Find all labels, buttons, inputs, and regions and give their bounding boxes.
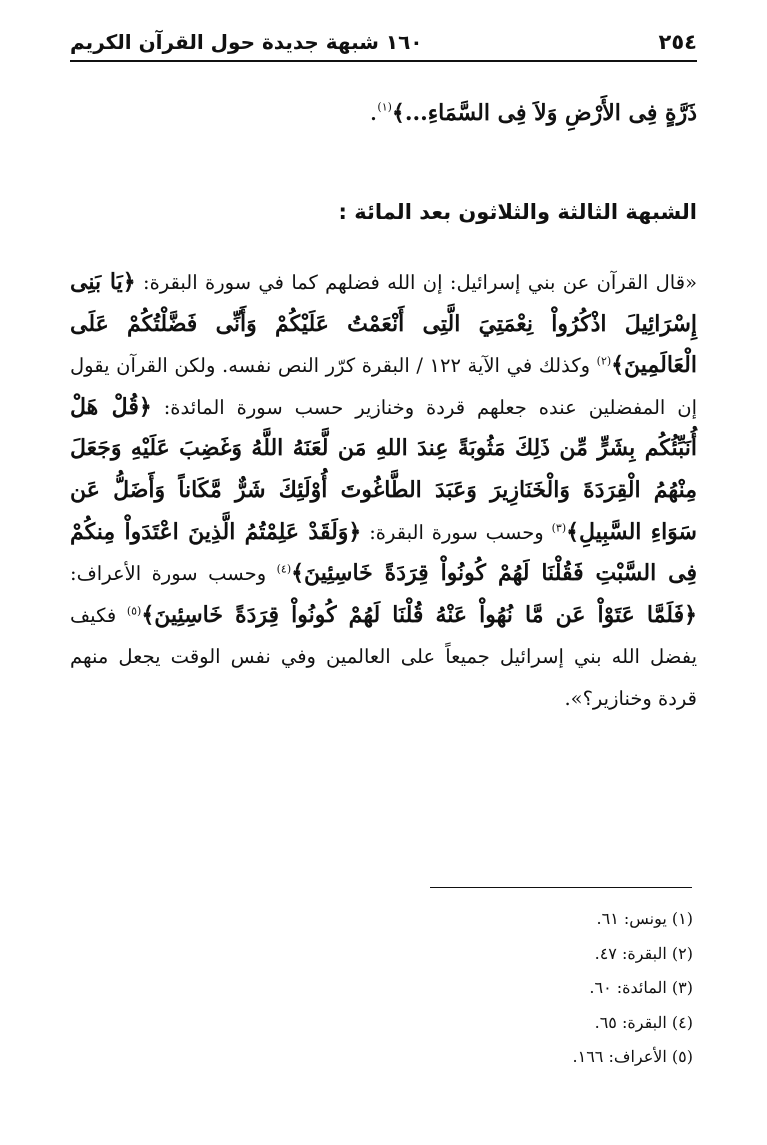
sentence-end: . bbox=[369, 97, 378, 126]
quran-verse: ﴿يَا بَنِى إِسْرَائِيلَ اذْكُرُواْ نِعْمَتِيَ الَّتِى أَنْعَمْتُ عَلَيْكُمْ وَأَنِّى فَضَّلْتُكُمْ عَلَى الْعَالَمِينَ﴾ bbox=[70, 269, 697, 379]
section-heading: الشبهة الثالثة والثلاثون بعد المائة : bbox=[338, 200, 697, 224]
quran-verse-fragment: ذَرَّةٍ فِى الأَرْضِ وَلاَ فِى السَّمَاءِ...﴾ bbox=[391, 100, 697, 126]
page-number: ٢٥٤ bbox=[658, 30, 697, 54]
footnote-item: (٢) البقرة: ٤٧. bbox=[594, 943, 693, 963]
main-paragraph bbox=[70, 262, 697, 720]
footnote-ref-5: (٥) bbox=[126, 604, 142, 618]
continued-verse-line bbox=[70, 92, 697, 133]
paragraph-text: وكذلك في الآية ١٢٢ / البقرة كرّر النص نفسه. ولكن القرآن يقول إن المفضلين عنده جعلهم قردة وخنازير حسب سورة المائدة: bbox=[70, 354, 697, 419]
footnote-item: (٤) البقرة: ٦٥. bbox=[594, 1012, 693, 1032]
paragraph-text: وحسب سورة الأعراف: bbox=[70, 562, 267, 586]
paragraph-text: «قال القرآن عن بني إسرائيل: إن الله فضلهم كما في سورة البقرة: bbox=[143, 271, 698, 294]
footnote-divider bbox=[430, 887, 692, 888]
paragraph-text: وحسب سورة البقرة: bbox=[369, 520, 544, 544]
paragraph-text: فكيف يفضل الله بني إسرائيل جميعاً على العالمين وفي نفس الوقت يجعل منهم قردة وخنازير؟». bbox=[70, 603, 697, 710]
footnote-item: (٣) المائدة: ٦٠. bbox=[589, 978, 693, 998]
book-title: ١٦٠ شبهة جديدة حول القرآن الكريم bbox=[70, 30, 423, 54]
footnote-ref-2: (٢) bbox=[596, 354, 612, 368]
footnote-ref-1: (١) bbox=[377, 100, 392, 114]
running-header bbox=[70, 26, 697, 62]
footnote-item: (١) يونس: ٦١. bbox=[596, 909, 693, 928]
quran-verse: ﴿فَلَمَّا عَتَوْاْ عَن مَّا نُهُواْ عَنْهُ قُلْنَا لَهُمْ كُونُواْ قِرَدَةً خَاسِئِينَ﴾ bbox=[141, 601, 697, 628]
footnote-item: (٥) الأعراف: ١٦٦. bbox=[572, 1047, 693, 1067]
quran-verse: ﴿قُلْ هَلْ أُنَبِّئُكُم بِشَرٍّ مِّن ذَلِكَ مَثُوبَةً عِندَ اللهِ مَن لَّعَنَهُ اللَّهُ وَغَضِبَ عَلَيْهِ وَجَعَلَ مِنْهُمُ الْقِرَدَةَ وَالْخَنَازِيرَ وَعَبَدَ الطَّاغُوتَ أُوْلَئِكَ شَرٌّ مَّكَاناً وَأَضَلُّ عَن سَوَاءِ السَّبِيلِ﴾ bbox=[70, 393, 697, 545]
footnote-ref-4: (٤) bbox=[276, 562, 292, 576]
footnotes-list bbox=[573, 902, 694, 1075]
quran-verse: ﴿وَلَقَدْ عَلِمْتُمُ الَّذِينَ اعْتَدَواْ مِنكُمْ فِى السَّبْتِ فَقُلْنَا لَهُمْ كُونُواْ قِرَدَةً خَاسِئِينَ﴾ bbox=[70, 518, 697, 587]
footnote-ref-3: (٣) bbox=[551, 521, 567, 535]
